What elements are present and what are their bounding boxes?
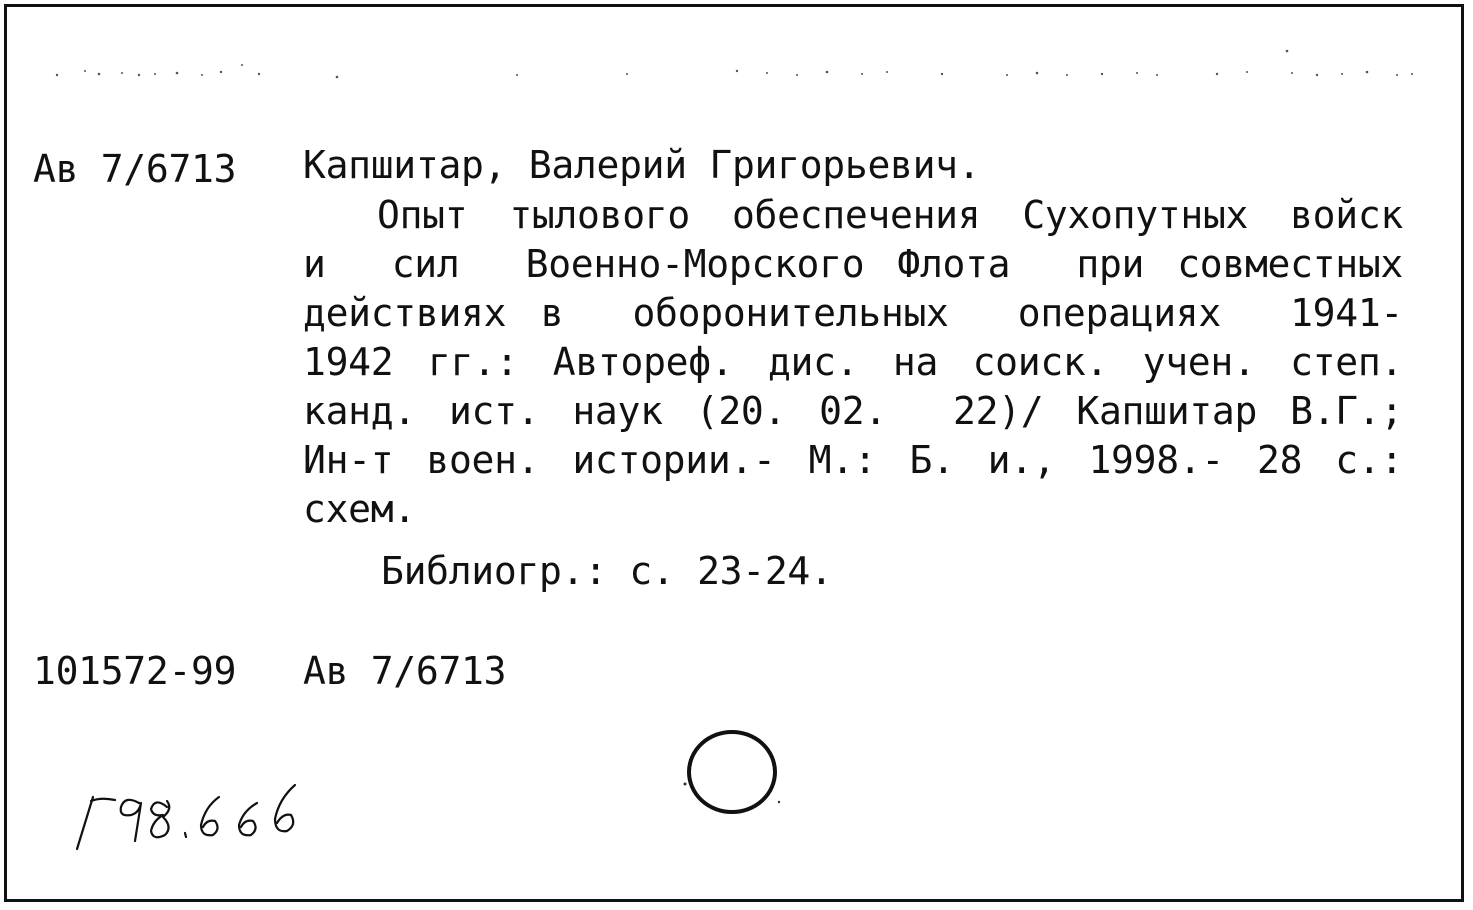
handwritten-note	[67, 767, 377, 867]
description-line: Опыт тылового обеспечения Сухопутных войск	[377, 193, 1403, 237]
bibliography-note: Библиогр.: с. 23-24.	[381, 549, 833, 593]
shelf-mark-bottom: Ав 7/6713	[303, 649, 507, 693]
catalog-card	[4, 4, 1464, 902]
inventory-number: 101572-99	[33, 649, 237, 693]
shelf-mark-top: Ав 7/6713	[33, 147, 237, 191]
description-line: схем.	[303, 487, 416, 531]
description-line: действиях в оборонительных операциях 1941-	[303, 291, 1403, 335]
description-line: и сил Военно-Морского Флота при совместных	[303, 242, 1403, 286]
scan-noise	[37, 47, 1437, 87]
description-line: Ин-т воен. истории.- М.: Б. и., 1998.- 28 с.:	[303, 438, 1403, 482]
punched-hole-circle	[677, 722, 787, 822]
bibliographic-description	[303, 191, 1403, 534]
author-heading: Капшитар, Валерий Григорьевич.	[303, 143, 981, 187]
description-line: канд. ист. наук (20. 02. 22)/ Капшитар В.Г.;	[303, 389, 1403, 433]
description-line: 1942 гг.: Автореф. дис. на соиск. учен. степ.	[303, 340, 1403, 384]
